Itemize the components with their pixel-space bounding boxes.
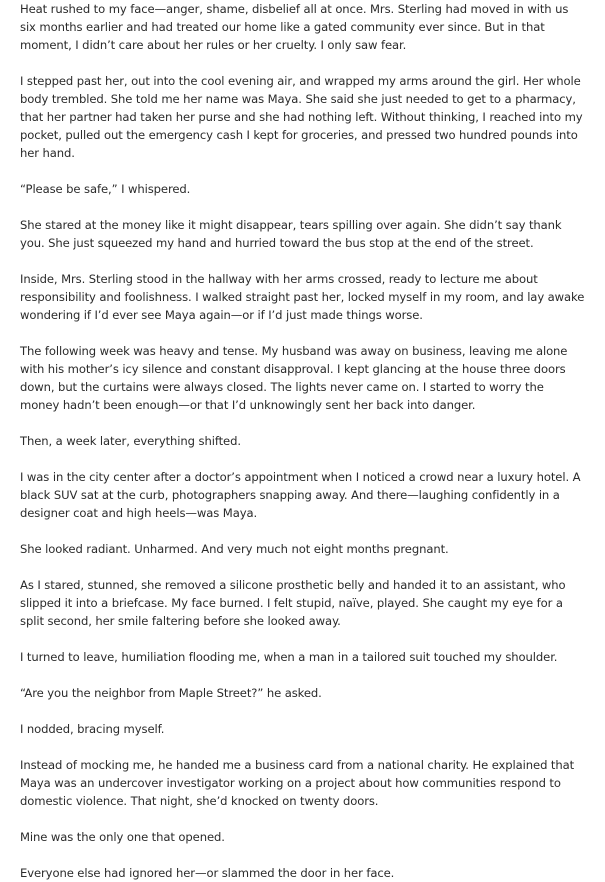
paragraph-8: I was in the city center after a doctor’s appointment when I noticed a crowd near a luxury hotel. A black SUV sat at the curb, photographers snapping away. And there—laughing confidently in a designer coat and high heels—was Maya. (20, 470, 581, 520)
paragraph-6: The following week was heavy and tense. My husband was away on business, leaving me alone with his mother’s icy silence and constant disapproval. I kept glancing at the house three doors down, but the curtains were always closed. The lights never came on. I started to worry the money hadn’t been enough—or that I’d unknowingly sent her back into danger. (20, 344, 568, 412)
paragraph-13: I nodded, bracing myself. (20, 722, 165, 736)
paragraph-12: “Are you the neighbor from Maple Street?” he asked. (20, 686, 322, 700)
paragraph-16: Everyone else had ignored her—or slammed the door in her face. (20, 866, 395, 880)
paragraph-4: She stared at the money like it might disappear, tears spilling over again. She didn’t say thank you. She just squeezed my hand and hurried toward the bus stop at the end of the street. (20, 218, 562, 250)
paragraph-9: She looked radiant. Unharmed. And very much not eight months pregnant. (20, 542, 449, 556)
paragraph-2: I stepped past her, out into the cool evening air, and wrapped my arms around the girl. Her whole body trembled. She told me her name was Maya. She said she just needed to get to a pharmacy, that her partner had taken her purse and she had nothing left. Without thinking, I reached into my pocket, pulled out the emergency cash I kept for groceries, and pressed two hundred pounds into her hand. (20, 74, 583, 160)
paragraph-3: “Please be safe,” I whispered. (20, 182, 191, 196)
paragraph-14: Instead of mocking me, he handed me a business card from a national charity. He explained that Maya was an undercover investigator working on a project about how communities respond to domestic violence. That night, she’d knocked on twenty doors. (20, 758, 575, 808)
paragraph-1: Heat rushed to my face—anger, shame, disbelief all at once. Mrs. Sterling had moved in with us six months earlier and had treated our home like a gated community ever since. But in that moment, I didn’t care about her rules or her cruelty. I only saw fear. (20, 2, 569, 52)
paragraph-10: As I stared, stunned, she removed a silicone prosthetic belly and handed it to an assistant, who slipped it into a briefcase. My face burned. I felt stupid, naïve, played. She caught my eye for a split second, her smile faltering before she looked away. (20, 578, 566, 628)
paragraph-11: I turned to leave, humiliation flooding me, when a man in a tailored suit touched my shoulder. (20, 650, 558, 664)
paragraph-15: Mine was the only one that opened. (20, 830, 225, 844)
paragraph-5: Inside, Mrs. Sterling stood in the hallway with her arms crossed, ready to lecture me about responsibility and foolishness. I walked straight past her, locked myself in my room, and lay awake wondering if I’d ever see Maya again—or if I’d just made things worse. (20, 272, 585, 322)
paragraph-7: Then, a week later, everything shifted. (20, 434, 241, 448)
